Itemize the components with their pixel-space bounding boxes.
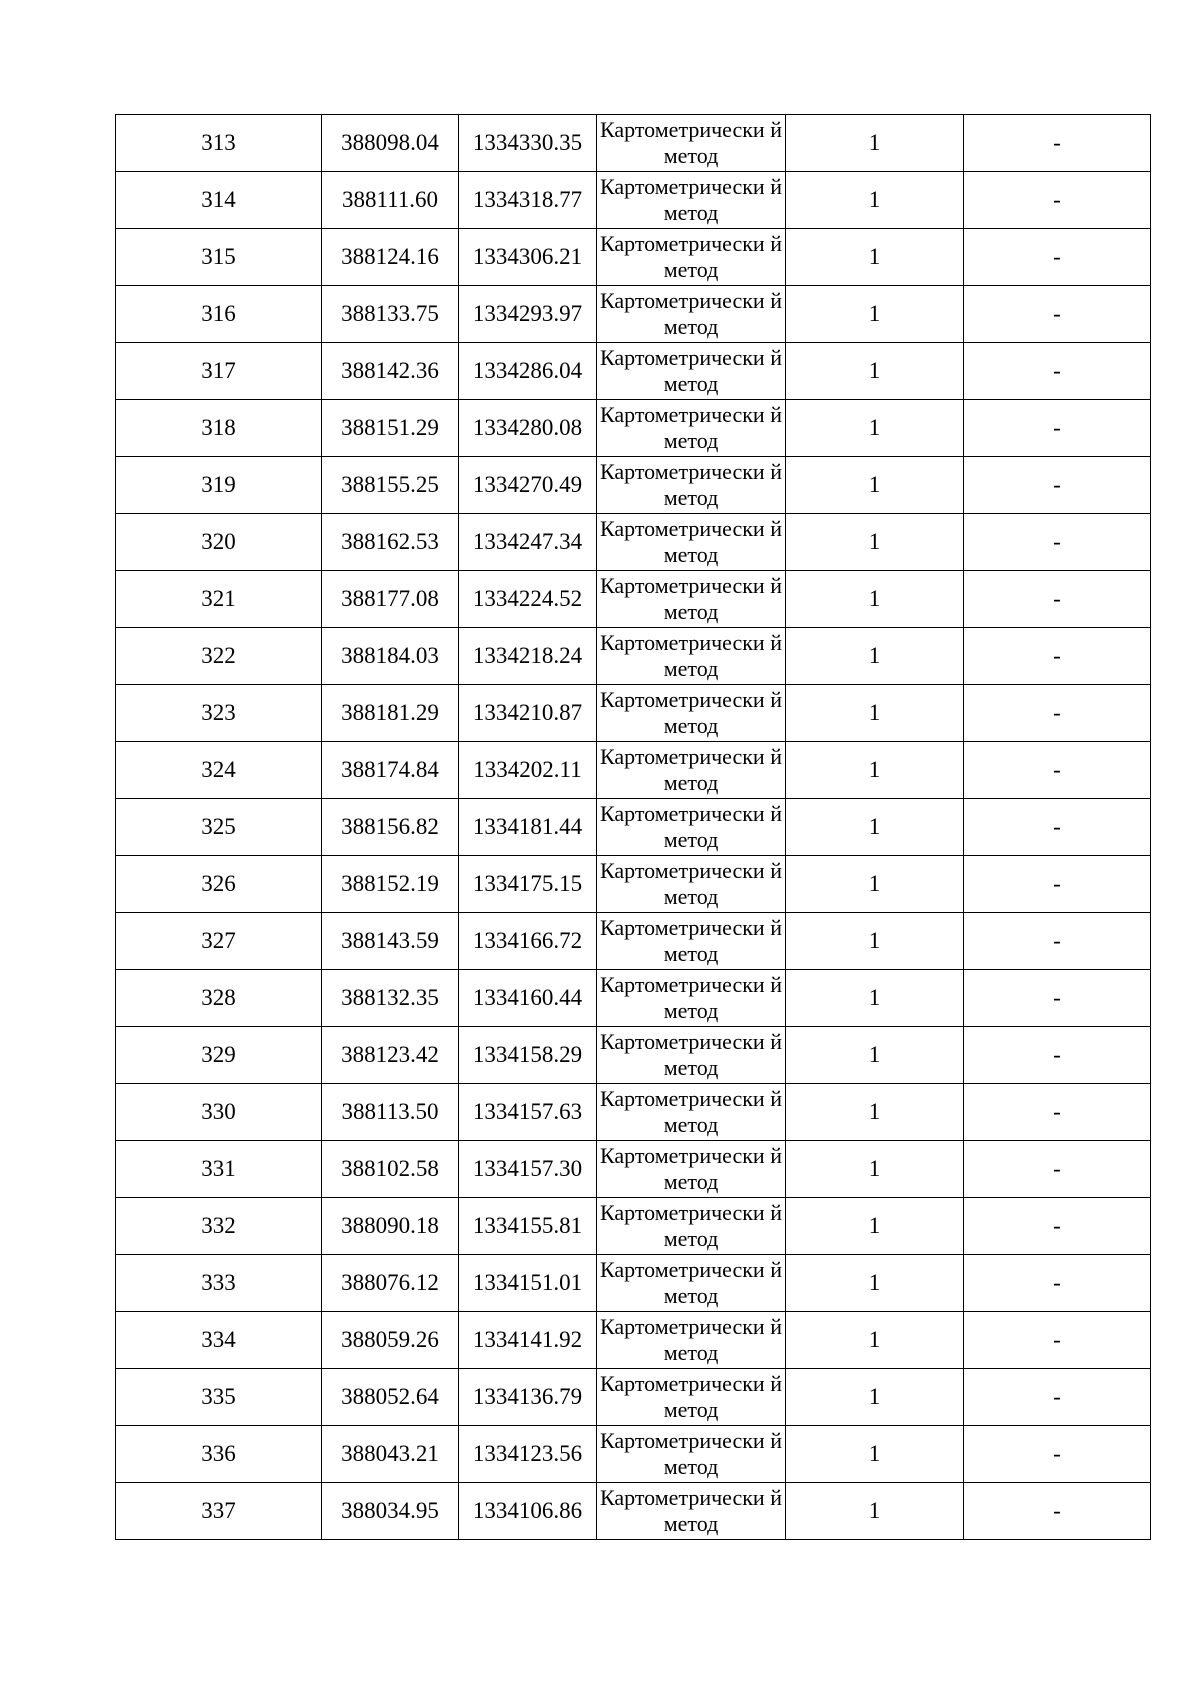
accuracy-cell: 1 <box>786 286 964 343</box>
point-number-cell: 328 <box>116 970 322 1027</box>
point-number-cell: 330 <box>116 1084 322 1141</box>
accuracy-cell: 1 <box>786 1369 964 1426</box>
x-coordinate-cell: 388151.29 <box>322 400 459 457</box>
method-cell: Картометрически й метод <box>597 1426 786 1483</box>
accuracy-cell: 1 <box>786 1084 964 1141</box>
table-body <box>116 115 1151 1540</box>
table-row <box>116 1312 1151 1369</box>
note-cell: - <box>964 1084 1151 1141</box>
accuracy-cell: 1 <box>786 628 964 685</box>
point-number-cell: 320 <box>116 514 322 571</box>
table-row <box>116 115 1151 172</box>
table-row <box>116 628 1151 685</box>
note-cell: - <box>964 1027 1151 1084</box>
accuracy-cell: 1 <box>786 1483 964 1540</box>
y-coordinate-cell: 1334160.44 <box>459 970 597 1027</box>
table-row <box>116 571 1151 628</box>
method-cell: Картометрически й метод <box>597 799 786 856</box>
accuracy-cell: 1 <box>786 970 964 1027</box>
table-row <box>116 1027 1151 1084</box>
accuracy-cell: 1 <box>786 1255 964 1312</box>
point-number-cell: 333 <box>116 1255 322 1312</box>
x-coordinate-cell: 388143.59 <box>322 913 459 970</box>
method-cell: Картометрически й метод <box>597 1255 786 1312</box>
point-number-cell: 327 <box>116 913 322 970</box>
table-row <box>116 913 1151 970</box>
x-coordinate-cell: 388174.84 <box>322 742 459 799</box>
method-cell: Картометрически й метод <box>597 628 786 685</box>
method-cell: Картометрически й метод <box>597 343 786 400</box>
method-cell: Картометрически й метод <box>597 1312 786 1369</box>
method-cell: Картометрически й метод <box>597 1084 786 1141</box>
accuracy-cell: 1 <box>786 799 964 856</box>
y-coordinate-cell: 1334157.30 <box>459 1141 597 1198</box>
point-number-cell: 323 <box>116 685 322 742</box>
accuracy-cell: 1 <box>786 1027 964 1084</box>
y-coordinate-cell: 1334330.35 <box>459 115 597 172</box>
note-cell: - <box>964 1483 1151 1540</box>
point-number-cell: 332 <box>116 1198 322 1255</box>
y-coordinate-cell: 1334157.63 <box>459 1084 597 1141</box>
note-cell: - <box>964 1255 1151 1312</box>
note-cell: - <box>964 457 1151 514</box>
y-coordinate-cell: 1334141.92 <box>459 1312 597 1369</box>
note-cell: - <box>964 913 1151 970</box>
y-coordinate-cell: 1334293.97 <box>459 286 597 343</box>
y-coordinate-cell: 1334166.72 <box>459 913 597 970</box>
point-number-cell: 324 <box>116 742 322 799</box>
accuracy-cell: 1 <box>786 400 964 457</box>
table-row <box>116 970 1151 1027</box>
x-coordinate-cell: 388043.21 <box>322 1426 459 1483</box>
note-cell: - <box>964 685 1151 742</box>
note-cell: - <box>964 400 1151 457</box>
note-cell: - <box>964 742 1151 799</box>
table-row <box>116 457 1151 514</box>
table-row <box>116 514 1151 571</box>
note-cell: - <box>964 1198 1151 1255</box>
point-number-cell: 321 <box>116 571 322 628</box>
x-coordinate-cell: 388111.60 <box>322 172 459 229</box>
y-coordinate-cell: 1334155.81 <box>459 1198 597 1255</box>
y-coordinate-cell: 1334175.15 <box>459 856 597 913</box>
accuracy-cell: 1 <box>786 571 964 628</box>
x-coordinate-cell: 388184.03 <box>322 628 459 685</box>
accuracy-cell: 1 <box>786 856 964 913</box>
accuracy-cell: 1 <box>786 1141 964 1198</box>
x-coordinate-cell: 388142.36 <box>322 343 459 400</box>
table-row <box>116 400 1151 457</box>
point-number-cell: 329 <box>116 1027 322 1084</box>
y-coordinate-cell: 1334181.44 <box>459 799 597 856</box>
accuracy-cell: 1 <box>786 1426 964 1483</box>
x-coordinate-cell: 388177.08 <box>322 571 459 628</box>
method-cell: Картометрически й метод <box>597 229 786 286</box>
point-number-cell: 315 <box>116 229 322 286</box>
x-coordinate-cell: 388124.16 <box>322 229 459 286</box>
accuracy-cell: 1 <box>786 343 964 400</box>
x-coordinate-cell: 388102.58 <box>322 1141 459 1198</box>
accuracy-cell: 1 <box>786 457 964 514</box>
point-number-cell: 337 <box>116 1483 322 1540</box>
method-cell: Картометрически й метод <box>597 457 786 514</box>
accuracy-cell: 1 <box>786 742 964 799</box>
y-coordinate-cell: 1334151.01 <box>459 1255 597 1312</box>
point-number-cell: 325 <box>116 799 322 856</box>
y-coordinate-cell: 1334224.52 <box>459 571 597 628</box>
x-coordinate-cell: 388162.53 <box>322 514 459 571</box>
table-row <box>116 1369 1151 1426</box>
note-cell: - <box>964 856 1151 913</box>
note-cell: - <box>964 343 1151 400</box>
point-number-cell: 335 <box>116 1369 322 1426</box>
method-cell: Картометрически й метод <box>597 1141 786 1198</box>
accuracy-cell: 1 <box>786 685 964 742</box>
table-row <box>116 799 1151 856</box>
x-coordinate-cell: 388052.64 <box>322 1369 459 1426</box>
note-cell: - <box>964 172 1151 229</box>
point-number-cell: 317 <box>116 343 322 400</box>
y-coordinate-cell: 1334158.29 <box>459 1027 597 1084</box>
method-cell: Картометрически й метод <box>597 571 786 628</box>
table-row <box>116 1141 1151 1198</box>
table-row <box>116 343 1151 400</box>
accuracy-cell: 1 <box>786 115 964 172</box>
point-number-cell: 334 <box>116 1312 322 1369</box>
method-cell: Картометрически й метод <box>597 172 786 229</box>
accuracy-cell: 1 <box>786 1312 964 1369</box>
method-cell: Картометрически й метод <box>597 286 786 343</box>
table-row <box>116 286 1151 343</box>
y-coordinate-cell: 1334106.86 <box>459 1483 597 1540</box>
point-number-cell: 331 <box>116 1141 322 1198</box>
coordinates-table <box>115 114 1151 1540</box>
x-coordinate-cell: 388132.35 <box>322 970 459 1027</box>
x-coordinate-cell: 388181.29 <box>322 685 459 742</box>
method-cell: Картометрически й метод <box>597 913 786 970</box>
point-number-cell: 313 <box>116 115 322 172</box>
accuracy-cell: 1 <box>786 913 964 970</box>
table-row <box>116 229 1151 286</box>
x-coordinate-cell: 388156.82 <box>322 799 459 856</box>
method-cell: Картометрически й метод <box>597 685 786 742</box>
table-row <box>116 1255 1151 1312</box>
y-coordinate-cell: 1334280.08 <box>459 400 597 457</box>
method-cell: Картометрически й метод <box>597 1369 786 1426</box>
y-coordinate-cell: 1334136.79 <box>459 1369 597 1426</box>
note-cell: - <box>964 1312 1151 1369</box>
note-cell: - <box>964 514 1151 571</box>
y-coordinate-cell: 1334318.77 <box>459 172 597 229</box>
note-cell: - <box>964 571 1151 628</box>
y-coordinate-cell: 1334210.87 <box>459 685 597 742</box>
method-cell: Картометрически й метод <box>597 742 786 799</box>
y-coordinate-cell: 1334123.56 <box>459 1426 597 1483</box>
y-coordinate-cell: 1334286.04 <box>459 343 597 400</box>
method-cell: Картометрически й метод <box>597 970 786 1027</box>
point-number-cell: 316 <box>116 286 322 343</box>
accuracy-cell: 1 <box>786 514 964 571</box>
point-number-cell: 336 <box>116 1426 322 1483</box>
point-number-cell: 326 <box>116 856 322 913</box>
method-cell: Картометрически й метод <box>597 400 786 457</box>
table-row <box>116 685 1151 742</box>
x-coordinate-cell: 388090.18 <box>322 1198 459 1255</box>
note-cell: - <box>964 799 1151 856</box>
method-cell: Картометрически й метод <box>597 1027 786 1084</box>
note-cell: - <box>964 628 1151 685</box>
x-coordinate-cell: 388155.25 <box>322 457 459 514</box>
note-cell: - <box>964 229 1151 286</box>
note-cell: - <box>964 1426 1151 1483</box>
y-coordinate-cell: 1334202.11 <box>459 742 597 799</box>
table-row <box>116 856 1151 913</box>
note-cell: - <box>964 970 1151 1027</box>
method-cell: Картометрически й метод <box>597 1198 786 1255</box>
point-number-cell: 322 <box>116 628 322 685</box>
point-number-cell: 318 <box>116 400 322 457</box>
method-cell: Картометрически й метод <box>597 856 786 913</box>
y-coordinate-cell: 1334306.21 <box>459 229 597 286</box>
table-row <box>116 1483 1151 1540</box>
method-cell: Картометрически й метод <box>597 115 786 172</box>
y-coordinate-cell: 1334270.49 <box>459 457 597 514</box>
x-coordinate-cell: 388152.19 <box>322 856 459 913</box>
note-cell: - <box>964 286 1151 343</box>
table-row <box>116 172 1151 229</box>
table-row <box>116 742 1151 799</box>
y-coordinate-cell: 1334247.34 <box>459 514 597 571</box>
x-coordinate-cell: 388034.95 <box>322 1483 459 1540</box>
x-coordinate-cell: 388113.50 <box>322 1084 459 1141</box>
point-number-cell: 314 <box>116 172 322 229</box>
method-cell: Картометрически й метод <box>597 1483 786 1540</box>
x-coordinate-cell: 388123.42 <box>322 1027 459 1084</box>
accuracy-cell: 1 <box>786 1198 964 1255</box>
point-number-cell: 319 <box>116 457 322 514</box>
note-cell: - <box>964 1141 1151 1198</box>
table-row <box>116 1426 1151 1483</box>
table-row <box>116 1084 1151 1141</box>
method-cell: Картометрически й метод <box>597 514 786 571</box>
x-coordinate-cell: 388076.12 <box>322 1255 459 1312</box>
note-cell: - <box>964 115 1151 172</box>
accuracy-cell: 1 <box>786 172 964 229</box>
x-coordinate-cell: 388098.04 <box>322 115 459 172</box>
table-row <box>116 1198 1151 1255</box>
x-coordinate-cell: 388133.75 <box>322 286 459 343</box>
y-coordinate-cell: 1334218.24 <box>459 628 597 685</box>
x-coordinate-cell: 388059.26 <box>322 1312 459 1369</box>
accuracy-cell: 1 <box>786 229 964 286</box>
note-cell: - <box>964 1369 1151 1426</box>
